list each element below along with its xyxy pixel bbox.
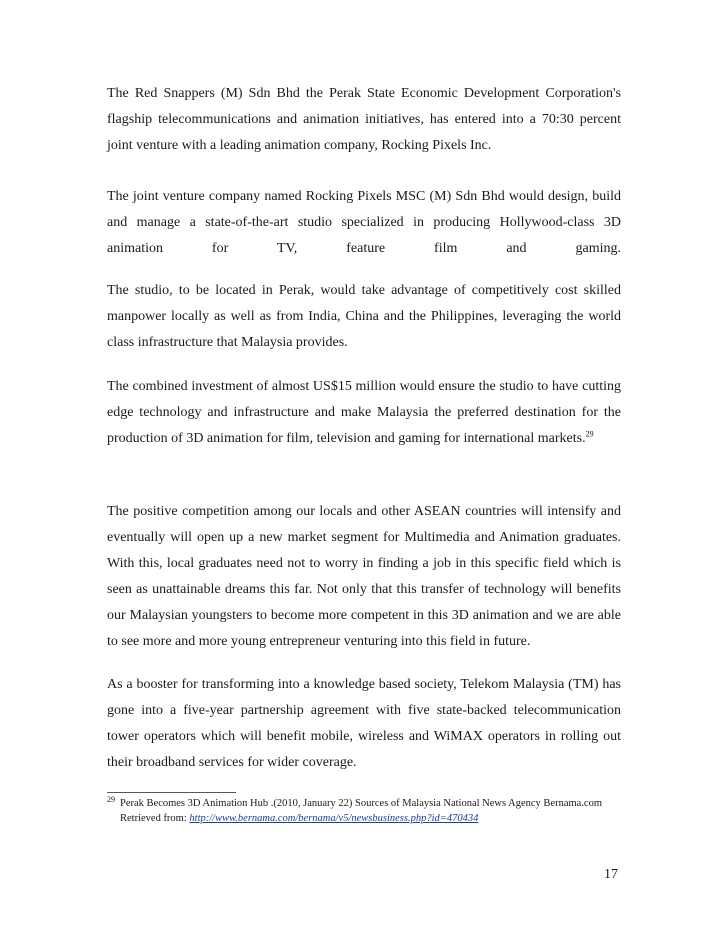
footnote-reference[interactable]: 29 [585, 429, 594, 439]
footnote [107, 796, 621, 826]
paragraph-2: The joint venture company named Rocking Pixels MSC (M) Sdn Bhd would design, build and manage a state-of-the-art studio specialized in producing Hollywood-class 3D animation for TV, feature film and gaming. [107, 189, 621, 256]
paragraph-3: The studio, to be located in Perak, would take advantage of competitively cost skilled manpower locally as well as from India, China and the Philippines, leveraging the world class infrastructure that Malaysia provides. [107, 283, 621, 350]
footnote-retrieved-label: Retrieved from: [120, 813, 190, 824]
footnote-number: 29 [107, 795, 115, 804]
footnote-citation: Perak Becomes 3D Animation Hub .(2010, January 22) Sources of Malaysia National News Agency Bernama.com [120, 798, 603, 809]
paragraph-1: The Red Snappers (M) Sdn Bhd the Perak State Economic Development Corporation's flagship telecommunications and animation initiatives, has entered into a 70:30 percent joint venture with a leading animation company, Rocking Pixels Inc. [107, 86, 621, 153]
page-number: 17 [604, 867, 618, 882]
paragraph-6: As a booster for transforming into a knowledge based society, Telekom Malaysia (TM) has gone into a five-year partnership agreement with five state-backed telecommunication tower operators which will benefit mobile, wireless and WiMAX operators in rolling out their broadband services for wider coverage. [107, 677, 621, 770]
paragraph-5: The positive competition among our locals and other ASEAN countries will intensify and eventually will open up a new market segment for Multimedia and Animation graduates. With this, local graduates need not to worry in finding a job in this specific field which is seen as unattainable dreams this far. Not only that this transfer of technology will benefits our Malaysian youngsters to become more competent in this 3D animation and we are able to see more and more young entrepreneur venturing into this field in future. [107, 504, 621, 649]
footnote-source-link[interactable]: http://www.bernama.com/bernama/v5/newsbusiness.php?id=470434 [189, 813, 479, 824]
footnote-separator [107, 792, 236, 793]
paragraph-4-text: The combined investment of almost US$15 million would ensure the studio to have cutting edge technology and infrastructure and make Malaysia the preferred destination for the production of 3D animation for film, television and gaming for international markets. [107, 379, 621, 446]
footnote-retrieved-line [107, 811, 621, 826]
paragraph-4 [107, 374, 621, 452]
